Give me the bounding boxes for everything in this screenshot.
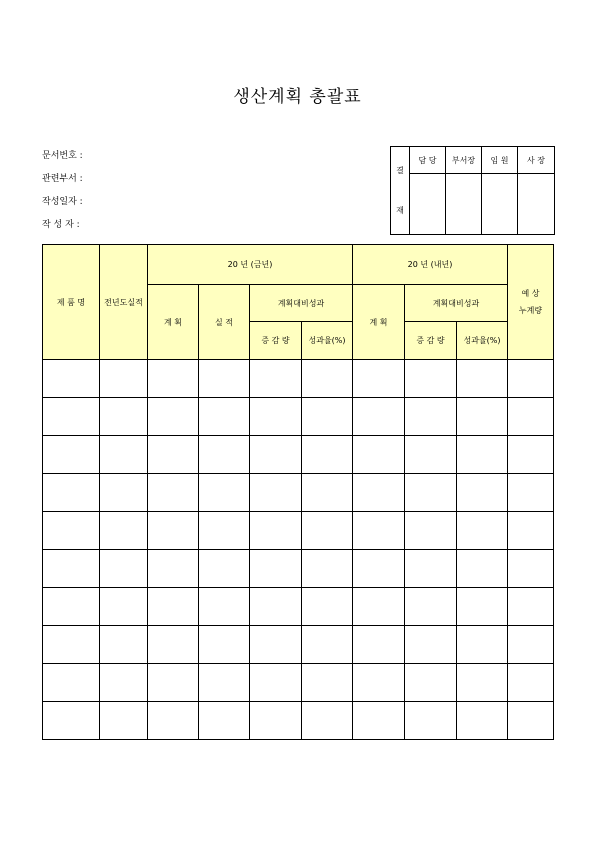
- table-cell[interactable]: [405, 550, 457, 588]
- table-cell[interactable]: [405, 588, 457, 626]
- table-cell[interactable]: [100, 626, 148, 664]
- table-cell[interactable]: [250, 664, 302, 702]
- table-cell[interactable]: [353, 664, 405, 702]
- header-this-year: 20 년 (금년): [148, 245, 353, 285]
- table-cell[interactable]: [100, 588, 148, 626]
- table-cell[interactable]: [508, 588, 554, 626]
- table-cell[interactable]: [508, 398, 554, 436]
- table-cell[interactable]: [353, 360, 405, 398]
- table-cell[interactable]: [405, 512, 457, 550]
- table-cell[interactable]: [43, 664, 100, 702]
- table-cell[interactable]: [302, 588, 353, 626]
- table-cell[interactable]: [100, 398, 148, 436]
- table-cell[interactable]: [148, 702, 199, 740]
- table-cell[interactable]: [43, 626, 100, 664]
- table-cell[interactable]: [405, 702, 457, 740]
- table-cell[interactable]: [302, 474, 353, 512]
- page-title: 생산계획 총괄표: [233, 87, 362, 107]
- table-cell[interactable]: [302, 550, 353, 588]
- header-this-plan: 계 획: [148, 285, 199, 360]
- table-cell[interactable]: [508, 702, 554, 740]
- table-cell[interactable]: [148, 360, 199, 398]
- table-cell[interactable]: [43, 702, 100, 740]
- table-cell[interactable]: [353, 626, 405, 664]
- table-cell[interactable]: [405, 474, 457, 512]
- table-row: [43, 588, 554, 626]
- table-cell[interactable]: [353, 702, 405, 740]
- table-cell[interactable]: [43, 360, 100, 398]
- table-cell[interactable]: [508, 626, 554, 664]
- table-cell[interactable]: [457, 360, 508, 398]
- table-cell[interactable]: [508, 436, 554, 474]
- table-cell[interactable]: [457, 512, 508, 550]
- table-cell[interactable]: [508, 550, 554, 588]
- table-cell[interactable]: [148, 474, 199, 512]
- table-cell[interactable]: [302, 512, 353, 550]
- table-cell[interactable]: [405, 626, 457, 664]
- table-cell[interactable]: [199, 702, 250, 740]
- table-cell[interactable]: [353, 398, 405, 436]
- written-date-label: 작성일자 :: [42, 197, 83, 207]
- table-cell[interactable]: [43, 474, 100, 512]
- table-row: [43, 512, 554, 550]
- table-cell[interactable]: [302, 360, 353, 398]
- table-cell[interactable]: [405, 436, 457, 474]
- table-cell[interactable]: [405, 398, 457, 436]
- table-cell[interactable]: [353, 436, 405, 474]
- header-this-plan-vs-result: 계획대비성과: [250, 285, 353, 322]
- table-cell[interactable]: [148, 626, 199, 664]
- related-dept-label: 관련부서 :: [42, 174, 83, 184]
- approval-side-top: 결: [396, 166, 404, 175]
- approval-sign-manager[interactable]: [446, 174, 482, 235]
- header-expected-cumulative: [508, 245, 554, 360]
- table-cell[interactable]: [199, 550, 250, 588]
- author-label: 작 성 자 :: [42, 220, 80, 230]
- header-next-plan: 계 획: [353, 285, 405, 360]
- header-next-rate: 성과율(%): [457, 322, 508, 360]
- header-expected-line1: 예 상: [521, 289, 540, 298]
- header-this-increase: 증 감 량: [250, 322, 302, 360]
- approval-role-staff: 담 당: [410, 147, 446, 174]
- table-cell[interactable]: [199, 436, 250, 474]
- table-cell[interactable]: [457, 550, 508, 588]
- table-cell[interactable]: [457, 474, 508, 512]
- table-cell[interactable]: [43, 398, 100, 436]
- production-plan-table: [42, 244, 554, 740]
- table-cell[interactable]: [100, 360, 148, 398]
- approval-sign-president[interactable]: [518, 174, 555, 235]
- header-next-plan-vs-result: 계획대비성과: [405, 285, 508, 322]
- approval-role-president: 사 장: [518, 147, 555, 174]
- table-row: [43, 360, 554, 398]
- table-cell[interactable]: [43, 550, 100, 588]
- table-cell[interactable]: [250, 702, 302, 740]
- table-cell[interactable]: [302, 664, 353, 702]
- header-next-increase: 증 감 량: [405, 322, 457, 360]
- table-cell[interactable]: [457, 702, 508, 740]
- table-cell[interactable]: [148, 436, 199, 474]
- table-cell[interactable]: [302, 436, 353, 474]
- table-cell[interactable]: [250, 360, 302, 398]
- table-cell[interactable]: [43, 588, 100, 626]
- table-cell[interactable]: [457, 398, 508, 436]
- table-cell[interactable]: [100, 702, 148, 740]
- table-cell[interactable]: [199, 664, 250, 702]
- approval-side-bottom: 재: [396, 206, 404, 215]
- table-cell[interactable]: [302, 626, 353, 664]
- table-cell[interactable]: [353, 550, 405, 588]
- table-body: [43, 360, 554, 740]
- table-cell[interactable]: [457, 588, 508, 626]
- header-this-rate: 성과율(%): [302, 322, 353, 360]
- table-cell[interactable]: [353, 512, 405, 550]
- table-cell[interactable]: [250, 436, 302, 474]
- table-row: [43, 626, 554, 664]
- table-cell[interactable]: [100, 664, 148, 702]
- table-cell[interactable]: [457, 436, 508, 474]
- table-cell[interactable]: [302, 702, 353, 740]
- table-cell[interactable]: [148, 588, 199, 626]
- table-cell[interactable]: [353, 474, 405, 512]
- table-cell[interactable]: [508, 512, 554, 550]
- table-cell[interactable]: [250, 512, 302, 550]
- table-cell[interactable]: [148, 664, 199, 702]
- header-next-year: 20 년 (내년): [353, 245, 508, 285]
- table-cell[interactable]: [508, 360, 554, 398]
- approval-role-manager: 부서장: [446, 147, 482, 174]
- table-cell[interactable]: [405, 360, 457, 398]
- table-cell[interactable]: [43, 512, 100, 550]
- table-cell[interactable]: [250, 626, 302, 664]
- header-expected-line2: 누계량: [518, 306, 543, 315]
- table-cell[interactable]: [148, 512, 199, 550]
- table-cell[interactable]: [508, 664, 554, 702]
- table-row: [43, 436, 554, 474]
- table-cell[interactable]: [250, 398, 302, 436]
- table-row: [43, 550, 554, 588]
- table-cell[interactable]: [100, 436, 148, 474]
- table-cell[interactable]: [250, 550, 302, 588]
- approval-role-executive: 임 원: [482, 147, 518, 174]
- document-meta: [42, 150, 83, 242]
- table-cell[interactable]: [199, 360, 250, 398]
- header-this-actual: 실 적: [199, 285, 250, 360]
- table-cell[interactable]: [100, 512, 148, 550]
- table-cell[interactable]: [302, 398, 353, 436]
- approval-side-label: [391, 147, 410, 235]
- approval-sign-staff[interactable]: [410, 174, 446, 235]
- table-row: [43, 664, 554, 702]
- approval-sign-executive[interactable]: [482, 174, 518, 235]
- table-cell[interactable]: [148, 550, 199, 588]
- header-product-name: 제 품 명: [43, 245, 100, 360]
- table-row: [43, 398, 554, 436]
- table-cell[interactable]: [43, 436, 100, 474]
- table-cell[interactable]: [508, 474, 554, 512]
- approval-box: [390, 146, 555, 235]
- table-cell[interactable]: [405, 664, 457, 702]
- table-cell[interactable]: [199, 474, 250, 512]
- table-cell[interactable]: [199, 398, 250, 436]
- table-cell[interactable]: [100, 474, 148, 512]
- table-cell[interactable]: [199, 512, 250, 550]
- doc-number-label: 문서번호 :: [42, 151, 83, 161]
- table-cell[interactable]: [100, 550, 148, 588]
- table-cell[interactable]: [250, 588, 302, 626]
- header-prev-year-result: 전년도실적: [100, 245, 148, 360]
- table-row: [43, 702, 554, 740]
- table-cell[interactable]: [353, 588, 405, 626]
- table-cell[interactable]: [250, 474, 302, 512]
- table-row: [43, 474, 554, 512]
- table-cell[interactable]: [199, 626, 250, 664]
- table-cell[interactable]: [148, 398, 199, 436]
- table-cell[interactable]: [457, 664, 508, 702]
- table-cell[interactable]: [199, 588, 250, 626]
- table-cell[interactable]: [457, 626, 508, 664]
